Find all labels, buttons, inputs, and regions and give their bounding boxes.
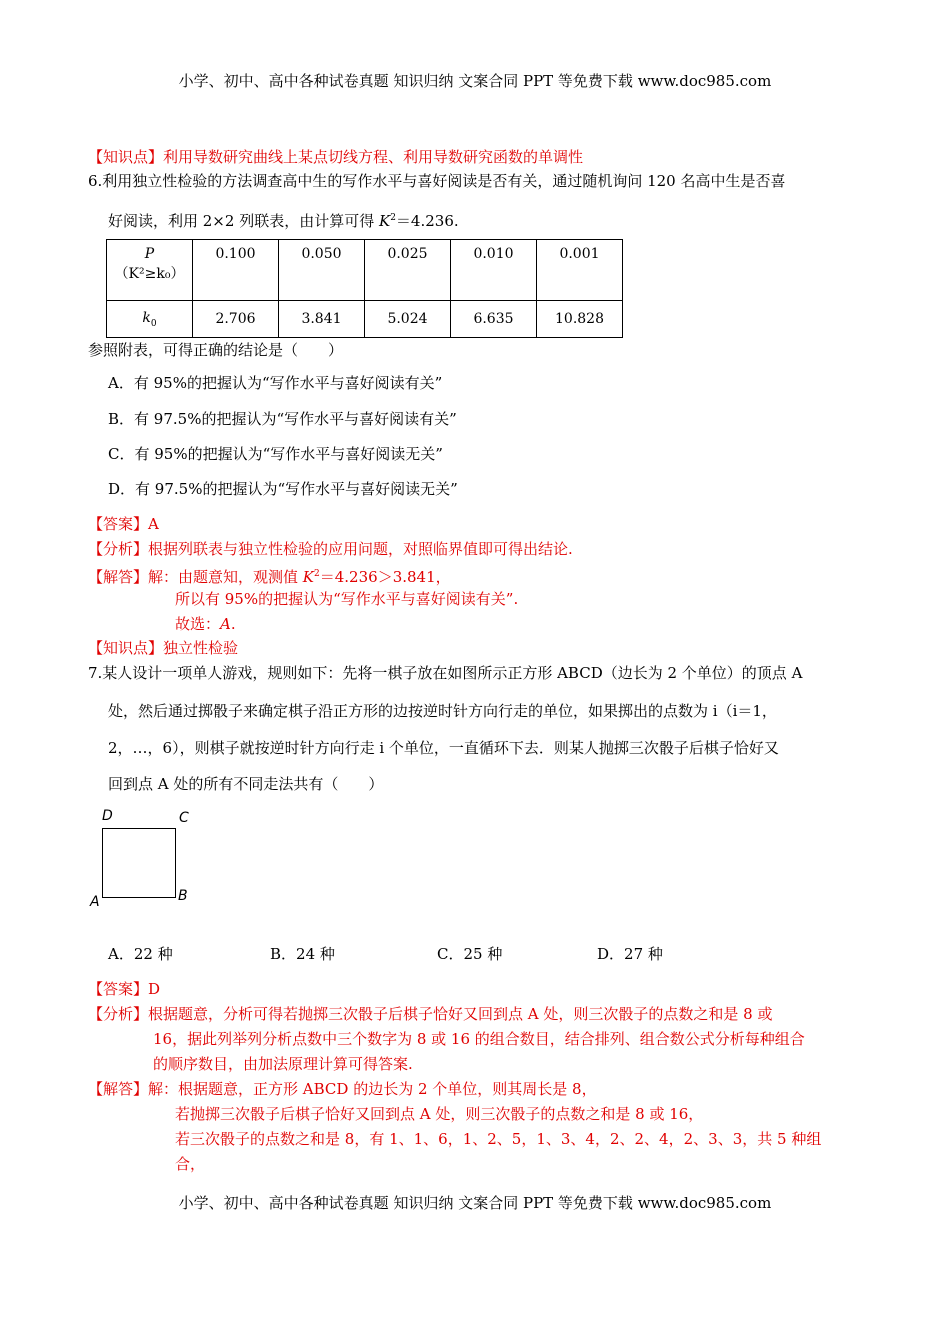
q7-option-a: A．22 种: [108, 945, 173, 963]
solution-answer: A: [220, 615, 231, 633]
q6-option-a: A．有 95%的把握认为“写作水平与喜好阅读有关”: [108, 374, 443, 392]
table-cell: 2.706: [193, 301, 279, 338]
q6-stem-post: ＝4.236.: [395, 212, 459, 230]
analysis-text: 根据列联表与独立性检验的应用问题，对照临界值即可得出结论.: [148, 540, 573, 558]
q6-solution-line3: [175, 614, 236, 634]
answer-value: D: [148, 980, 161, 998]
q6-solution-line2: 所以有 95%的把握认为“写作水平与喜好阅读有关”.: [175, 590, 519, 608]
q7-analysis-line1: [88, 1004, 772, 1024]
table-cell: 0.010: [451, 240, 537, 301]
knowledge-text: 独立性检验: [163, 639, 239, 657]
k-squared-sup: 2: [390, 213, 396, 223]
q7-stem-line2: 处，然后通过掷骰子来确定棋子沿正方形的边按逆时针方向行走的单位，如果掷出的点数为 i（i＝1，: [108, 702, 777, 720]
q6-solution-line1: [88, 564, 451, 587]
knowledge-tag: 【知识点】: [88, 148, 164, 166]
answer-tag: 【答案】: [88, 515, 149, 533]
q7-stem-line3: 2，…，6），则棋子就按逆时针方向行走 i 个单位，一直循环下去．则某人抛掷三次骰子后棋子恰好又: [108, 739, 779, 757]
knowledge-text: 利用导数研究曲线上某点切线方程、利用导数研究函数的单调性: [163, 148, 584, 166]
table-cell: 3.841: [279, 301, 365, 338]
analysis-text: 根据题意，分析可得若抛掷三次骰子后棋子恰好又回到点 A 处，则三次骰子的点数之和是 8 或: [148, 1005, 773, 1023]
p-condition: （K²≥k₀）: [114, 266, 185, 282]
q7-solution-line3: 若三次骰子的点数之和是 8，有 1、1、6，1、2、5，1、3、4，2、2、4，2、3、3，共 5 种组: [175, 1130, 822, 1148]
table-cell: 0.025: [365, 240, 451, 301]
answer-value: A: [148, 515, 159, 533]
answer-tag: 【答案】: [88, 980, 149, 998]
square-abcd-figure: [88, 806, 198, 916]
solution-tag: 【解答】: [88, 1080, 149, 1098]
q6-stem-line2: [108, 208, 459, 231]
critical-value-table: [106, 239, 623, 338]
table-header-k: [107, 301, 193, 338]
knowledge-tag: 【知识点】: [88, 639, 164, 657]
q7-solution-line1: [88, 1079, 597, 1099]
q6-option-b: B．有 97.5%的把握认为“写作水平与喜好阅读有关”: [108, 410, 457, 428]
q6-knowledge: [88, 638, 238, 658]
q7-analysis-line3: 的顺序数目，由加法原理计算可得答案.: [153, 1055, 413, 1073]
q6-answer: [88, 514, 159, 534]
table-cell: 5.024: [365, 301, 451, 338]
solution-text: 解：由题意知，观测值: [148, 568, 303, 586]
table-cell: 6.635: [451, 301, 537, 338]
table-header-p: [107, 240, 193, 301]
table-row-p: [107, 240, 623, 301]
table-cell: 0.100: [193, 240, 279, 301]
vertex-label-a: A: [90, 894, 100, 910]
page-header: 小学、初中、高中各种试卷真题 知识归纳 文案合同 PPT 等免费下载 www.doc985.com: [178, 72, 772, 90]
q7-stem-line4: 回到点 A 处的所有不同走法共有（ ）: [108, 775, 384, 793]
k-squared-sup: 2: [314, 569, 320, 579]
vertex-label-b: B: [178, 888, 188, 904]
q7-option-c: C．25 种: [437, 945, 503, 963]
k-sub: 0: [150, 318, 157, 329]
q6-option-c: C．有 95%的把握认为“写作水平与喜好阅读无关”: [108, 445, 443, 463]
vertex-label-c: C: [179, 810, 189, 826]
analysis-tag: 【分析】: [88, 540, 149, 558]
table-row-k: [107, 301, 623, 338]
k-label: k: [142, 309, 151, 326]
solution-text: ＝4.236＞3.841，: [319, 568, 451, 586]
table-cell: 0.050: [279, 240, 365, 301]
square-shape: [102, 828, 176, 898]
q6-stem-pre: 好阅读，利用 2×2 列联表，由计算可得: [108, 212, 379, 230]
k-squared-symbol: K: [302, 568, 315, 586]
q7-solution-line4: 合，: [175, 1155, 206, 1173]
solution-text: 故选：: [175, 615, 221, 633]
q7-option-b: B．24 种: [270, 945, 335, 963]
table-cell: 10.828: [537, 301, 623, 338]
analysis-tag: 【分析】: [88, 1005, 149, 1023]
vertex-label-d: D: [102, 808, 113, 824]
q7-answer: [88, 979, 160, 999]
solution-text: .: [230, 615, 236, 633]
k-squared-symbol: K: [378, 212, 391, 230]
q6-stem-line1: 6.利用独立性检验的方法调查高中生的写作水平与喜好阅读是否有关，通过随机询问 120 名高中生是否喜: [88, 172, 786, 190]
q7-solution-line2: 若抛掷三次骰子后棋子恰好又回到点 A 处，则三次骰子的点数之和是 8 或 16，: [175, 1105, 704, 1123]
solution-text: 解：根据题意，正方形 ABCD 的边长为 2 个单位，则其周长是 8，: [148, 1080, 597, 1098]
p-label: P: [144, 246, 155, 262]
q6-analysis: [88, 539, 573, 559]
page-footer: 小学、初中、高中各种试卷真题 知识归纳 文案合同 PPT 等免费下载 www.doc985.com: [178, 1194, 772, 1212]
table-cell: 0.001: [537, 240, 623, 301]
q6-prompt: 参照附表，可得正确的结论是（ ）: [88, 341, 344, 359]
q7-option-d: D．27 种: [597, 945, 663, 963]
prev-knowledge-line: [88, 147, 583, 167]
q6-option-d: D．有 97.5%的把握认为“写作水平与喜好阅读无关”: [108, 480, 458, 498]
q7-stem-line1: 7.某人设计一项单人游戏，规则如下：先将一棋子放在如图所示正方形 ABCD（边长为 2 个单位）的顶点 A: [88, 664, 803, 682]
solution-tag: 【解答】: [88, 568, 149, 586]
q7-analysis-line2: 16，据此列举列分析点数中三个数字为 8 或 16 的组合数目，结合排列、组合数公式分析每种组合: [153, 1030, 805, 1048]
